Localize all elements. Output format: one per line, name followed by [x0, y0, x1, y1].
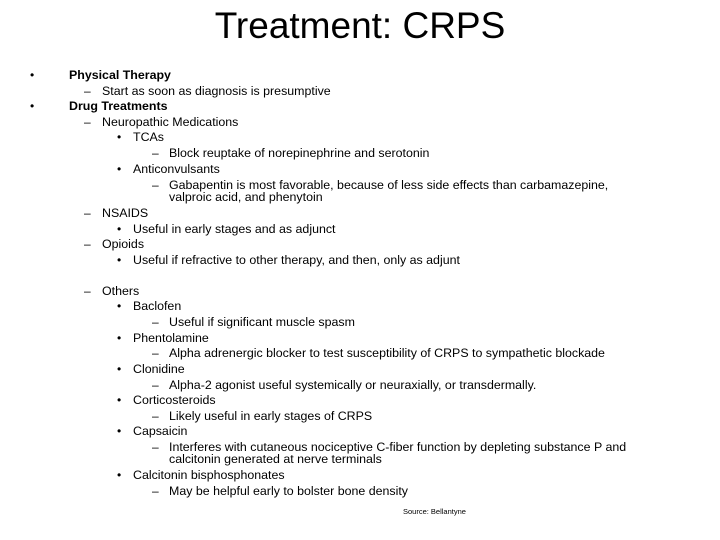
bullet-marker: •	[117, 362, 122, 376]
outline-item: Block reuptake of norepinephrine and serotonin	[169, 146, 430, 160]
dash-marker: –	[152, 409, 159, 423]
bullet-marker: •	[117, 468, 122, 482]
dash-marker: –	[84, 206, 91, 220]
nsaids-heading: NSAIDS	[102, 206, 149, 220]
bullet-marker: •	[117, 393, 122, 407]
bullet-marker: •	[117, 424, 122, 438]
dash-marker: –	[152, 146, 159, 160]
physical-therapy-heading: Physical Therapy	[69, 68, 171, 82]
source-citation: Source: Bellantyne	[403, 507, 466, 516]
dash-marker: –	[152, 484, 159, 498]
dash-marker: –	[84, 284, 91, 298]
dash-marker: –	[152, 440, 159, 454]
outline-item: Likely useful in early stages of CRPS	[169, 409, 373, 423]
neuropathic-heading: Neuropathic Medications	[102, 115, 239, 129]
outline-item: Interferes with cutaneous nociceptive C-fiber function by depleting substance P and	[169, 440, 627, 454]
outline-item: TCAs	[133, 130, 164, 144]
outline-item: Calcitonin bisphosphonates	[133, 468, 285, 482]
bullet-marker: •	[117, 162, 122, 176]
outline-item: Useful if significant muscle spasm	[169, 315, 355, 329]
dash-marker: –	[152, 346, 159, 360]
outline-item: Alpha-2 agonist useful systemically or neuraxially, or transdermally.	[169, 378, 537, 392]
outline-item: Gabapentin is most favorable, because of less side effects than carbamazepine,	[169, 178, 609, 192]
bullet-marker: •	[117, 222, 122, 236]
outline-item: Useful in early stages and as adjunct	[133, 222, 336, 236]
outline-item: calcitonin generated at nerve terminals	[169, 452, 382, 466]
dash-marker: –	[152, 378, 159, 392]
outline-item: Baclofen	[133, 299, 182, 313]
dash-marker: –	[84, 84, 91, 98]
dash-marker: –	[152, 178, 159, 192]
bullet-marker: •	[117, 299, 122, 313]
outline-item: Capsaicin	[133, 424, 188, 438]
outline-item: Start as soon as diagnosis is presumptive	[102, 84, 331, 98]
bullet-marker: •	[117, 331, 122, 345]
outline-item: Corticosteroids	[133, 393, 216, 407]
opioids-heading: Opioids	[102, 237, 145, 251]
bullet-marker: •	[117, 253, 122, 267]
drug-treatments-heading: Drug Treatments	[69, 99, 168, 113]
outline-item: Anticonvulsants	[133, 162, 220, 176]
outline-item: Clonidine	[133, 362, 185, 376]
others-heading: Others	[102, 284, 140, 298]
dash-marker: –	[84, 115, 91, 129]
dash-marker: –	[152, 315, 159, 329]
bullet-marker: •	[30, 99, 35, 113]
outline-item: May be helpful early to bolster bone density	[169, 484, 409, 498]
outline-item: Alpha adrenergic blocker to test susceptibility of CRPS to sympathetic blockade	[169, 346, 605, 360]
outline-item: valproic acid, and phenytoin	[169, 190, 323, 204]
bullet-marker: •	[30, 68, 35, 82]
slide-title: Treatment: CRPS	[214, 5, 506, 46]
outline-item: Useful if refractive to other therapy, and then, only as adjunt	[133, 253, 460, 267]
bullet-marker: •	[117, 130, 122, 144]
dash-marker: –	[84, 237, 91, 251]
outline-item: Phentolamine	[133, 331, 209, 345]
